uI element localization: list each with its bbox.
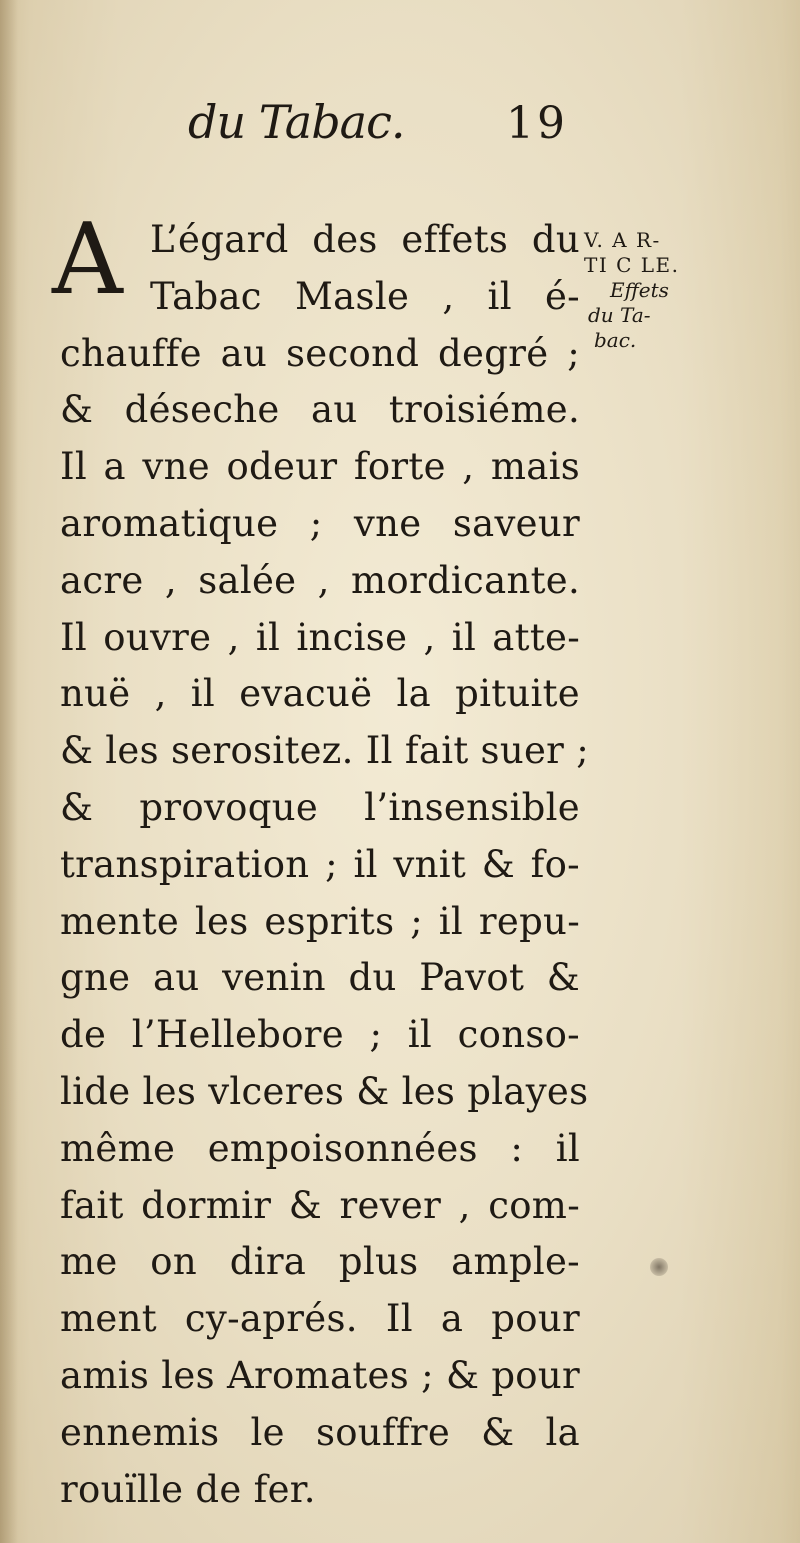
text-line: nuë , il evacuë la pituite [60, 672, 580, 716]
text-line: Tabac Masle , il é- [150, 274, 580, 318]
text-line: rouïlle de fer. [60, 1467, 316, 1511]
text-line: acre , salée , mordicante. [60, 558, 580, 602]
text-line: L’égard des effets du [150, 218, 580, 261]
text-line: fait dormir & rever , com- [60, 1183, 580, 1227]
text-line: mente les esprits ; il repu- [60, 899, 580, 943]
marginal-line: V. A R- [584, 228, 661, 252]
text-line: & les serositez. Il fait suer ; [60, 729, 589, 773]
text-line: Il a vne odeur forte , mais [60, 445, 580, 489]
text-line: ment cy-aprés. Il a pour [60, 1297, 580, 1341]
running-title: du Tabac. [188, 95, 405, 149]
text-line: me on dira plus ample- [60, 1240, 580, 1284]
text-line: gne au venin du Pavot & [60, 956, 580, 1000]
text-line: aromatique ; vne saveur [60, 501, 580, 545]
text-line: transpiration ; il vnit & fo- [60, 842, 580, 886]
text-line: & déseche au troisiéme. [60, 388, 580, 432]
text-line: de l’Hellebore ; il conso- [60, 1013, 580, 1057]
text-line: chauffe au second degré ; [60, 331, 580, 375]
body-text [60, 212, 589, 1518]
ink-spot [650, 1258, 668, 1276]
drop-cap: A [52, 203, 123, 317]
page-number: 19 [506, 98, 568, 149]
marginal-line: Effets [610, 278, 669, 302]
marginal-line: TI C LE. [584, 253, 680, 277]
text-line: même empoisonnées : il [60, 1126, 580, 1170]
marginal-line: du Ta- [588, 303, 651, 327]
marginal-note [584, 228, 690, 353]
text-line: Il ouvre , il incise , il atte- [60, 615, 580, 659]
text-line: & provoque l’insensible [60, 785, 580, 829]
text-line: lide les vlceres & les playes [60, 1069, 589, 1113]
text-line: amis les Aromates ; & pour [60, 1353, 580, 1397]
text-line: ennemis le souffre & la [60, 1410, 580, 1454]
marginal-line: bac. [594, 328, 637, 352]
